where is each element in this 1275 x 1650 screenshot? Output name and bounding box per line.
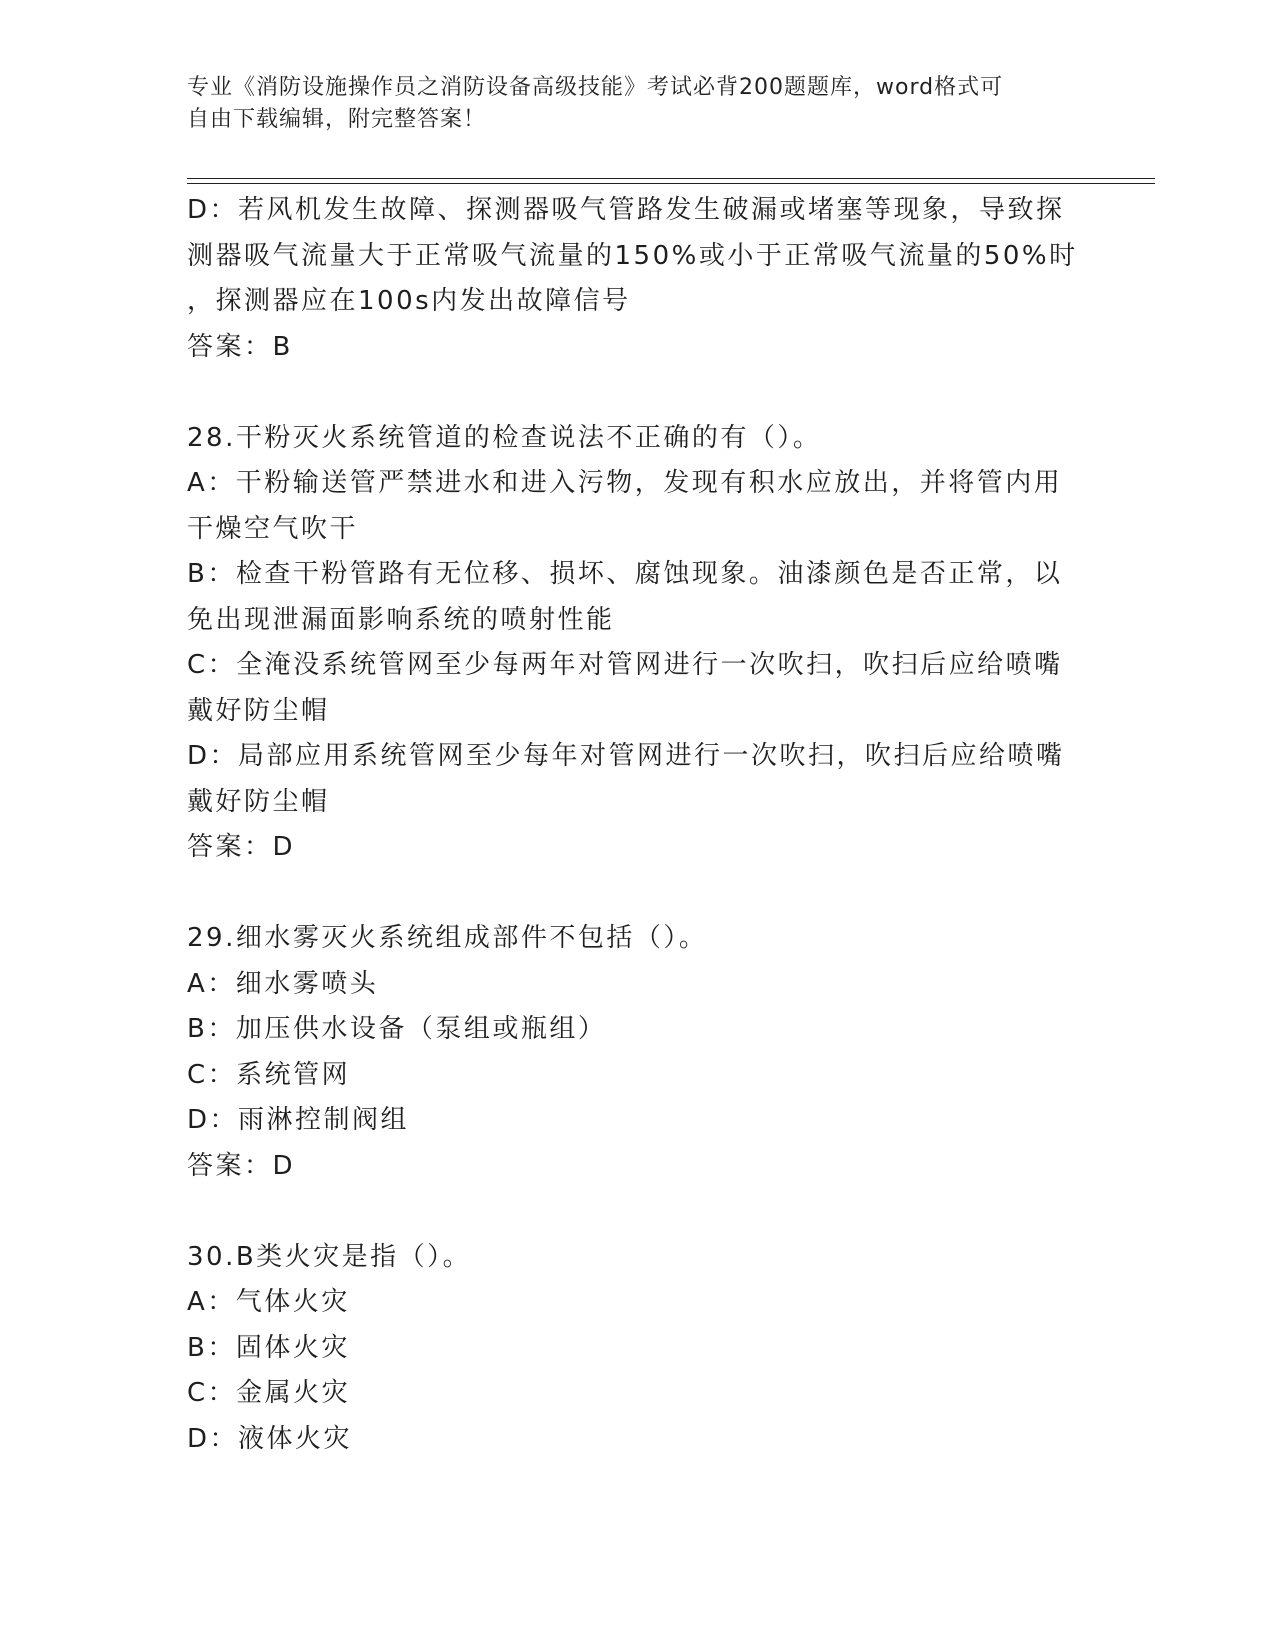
question-29 <box>187 916 1087 1189</box>
option-d: D：液体火灾 <box>187 1423 353 1454</box>
option-c: C：金属火灾 <box>187 1378 351 1408</box>
page-header <box>187 72 1067 136</box>
option-a-line-1: A：干粉输送管严禁进水和进入污物，发现有积水应放出，并将管内用 <box>187 468 1063 498</box>
option-b: B：固体火灾 <box>187 1332 350 1363</box>
option-c-line-2: 戴好防尘帽 <box>187 695 330 726</box>
answer-line: 答案：D <box>187 832 296 862</box>
question-30 <box>187 1235 1087 1463</box>
question-28 <box>187 416 1087 871</box>
option-b-line-1: B：检查干粉管路有无位移、损坏、腐蚀现象。油漆颜色是否正常，以 <box>187 559 1063 589</box>
spacer <box>187 1189 1087 1235</box>
document-body <box>187 188 1087 1462</box>
spacer <box>187 871 1087 917</box>
option-c-line-1: C：全淹没系统管网至少每两年对管网进行一次吹扫，吹扫后应给喷嘴 <box>187 650 1063 680</box>
option-c: C：系统管网 <box>187 1059 351 1090</box>
header-line-2: 自由下载编辑，附完整答案！ <box>187 107 487 132</box>
answer-line: 答案：D <box>187 1150 296 1181</box>
option-a: A：气体火灾 <box>187 1287 350 1317</box>
header-line-1: 专业《消防设施操作员之消防设备高级技能》考试必背200题题库，word格式可 <box>187 75 1004 100</box>
option-d-line-2: 戴好防尘帽 <box>187 786 330 817</box>
option-d-line-2: 测器吸气流量大于正常吸气流量的150%或小于正常吸气流量的50%时 <box>187 240 1078 271</box>
option-d-line-1: D：若风机发生故障、探测器吸气管路发生破漏或堵塞等现象，导致探 <box>187 195 1065 225</box>
option-a: A：细水雾喷头 <box>187 968 379 999</box>
option-d-line-3: ，探测器应在100s内发出故障信号 <box>187 286 631 316</box>
option-d: D：雨淋控制阀组 <box>187 1105 410 1135</box>
option-b-line-2: 免出现泄漏面影响系统的喷射性能 <box>187 604 615 635</box>
question-stem: 29.细水雾灭火系统组成部件不包括（）。 <box>187 923 708 953</box>
header-rule-bottom <box>187 183 1155 184</box>
option-d-line-1: D：局部应用系统管网至少每年对管网进行一次吹扫，吹扫后应给喷嘴 <box>187 741 1065 771</box>
question-stem: 28.干粉灭火系统管道的检查说法不正确的有（）。 <box>187 422 822 453</box>
previous-question-tail <box>187 188 1087 370</box>
answer-line: 答案：B <box>187 331 293 362</box>
spacer <box>187 370 1087 416</box>
question-stem: 30.B类火灾是指（）。 <box>187 1241 472 1272</box>
option-a-line-2: 干燥空气吹干 <box>187 513 359 544</box>
option-b: B：加压供水设备（泵组或瓶组） <box>187 1014 607 1044</box>
header-rule-top <box>187 178 1155 179</box>
